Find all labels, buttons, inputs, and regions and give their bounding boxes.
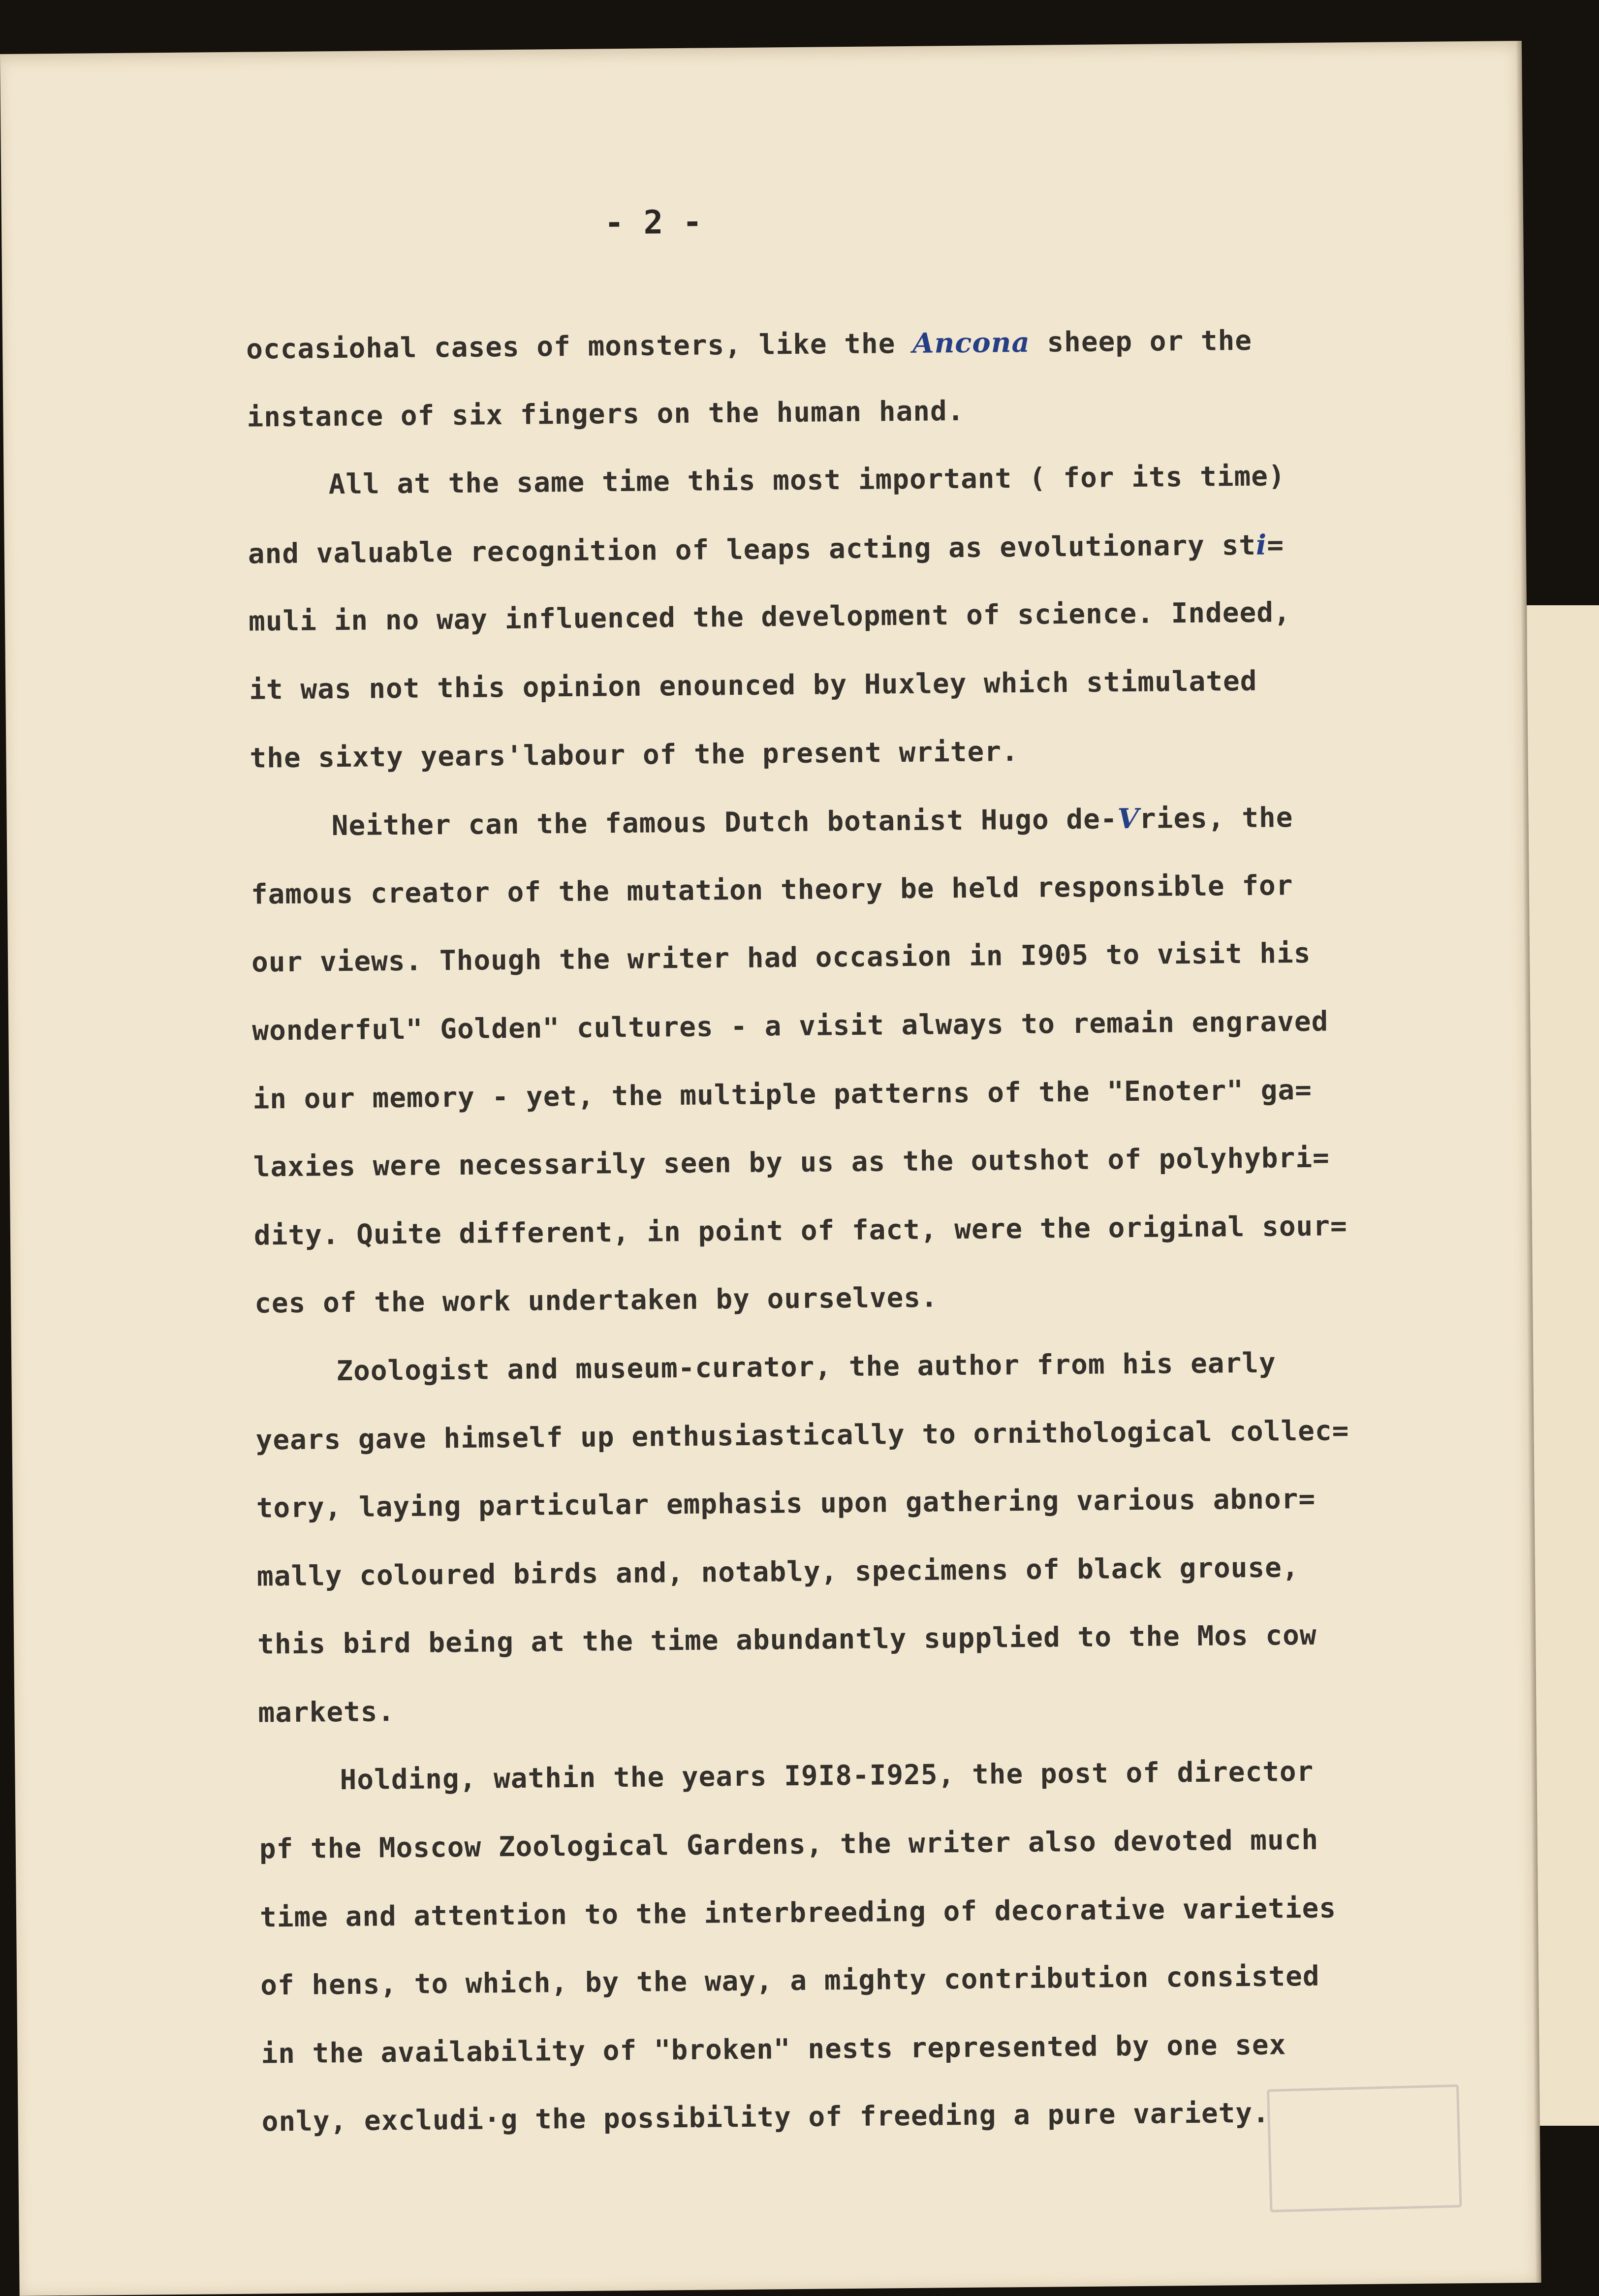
document-page [0,41,1541,2296]
text-line: in the availability of "broken" nests represented by one sex [261,2029,1286,2070]
text-line: of hens, to which, by the way, a mighty contribution consisted [260,1960,1320,2002]
text-line: years gave himself up enthusiastically to ornithological collec= [255,1414,1349,1457]
typed-body-text [246,304,1532,2156]
text-line: pf the Moscow Zoological Gardens, the writer also devoted much [259,1824,1319,1865]
text-line: tory, laying particular emphasis upon gathering various abnor= [256,1483,1316,1524]
text-line: mally coloured birds and, notably, specimens of black grouse, [256,1551,1299,1593]
text-line: in our memory - yet, the multiple patterns of the "Enoter" ga= [252,1074,1313,1116]
text-line: markets. [258,1696,395,1729]
text-line: ces of the work undertaken by ourselves. [254,1281,939,1320]
faded-archive-stamp [1267,2084,1462,2212]
text-line: wonderful" Golden" cultures - a visit always to remain engraved [252,1005,1329,1047]
text-line: famous creator of the mutation theory be held responsible for [251,869,1293,911]
text-line: laxies were necessarily seen by us as the outshot of polyhybri= [253,1142,1330,1183]
text-line: the sixty years'labour of the present writer. [250,735,1019,775]
text-line: it was not this opinion enounced by Huxley which stimulated [249,665,1257,706]
text-line: dity. Quite different, in point of fact, were the original sour= [253,1210,1348,1252]
text-line: time and attention to the interbreeding of decorative varieties [259,1892,1337,1934]
handwritten-correction: V [1117,803,1140,836]
handwritten-correction: i [1255,528,1267,561]
text-line: and valuable recognition of leaps acting as evolutionary sti= [248,528,1285,570]
text-line: muli in no way influenced the development of science. Indeed, [248,596,1291,638]
page-number: - 2 - [604,203,703,242]
paragraph-first-line: All at the same time this most important ( for its time) [328,460,1285,501]
paragraph-first-line: Zoologist and museum-curator, the author from his early [336,1347,1276,1388]
text-line: our views. Though the writer had occasion in I905 to visit his [251,937,1311,979]
text-line: this bird being at the time abundantly supplied to the Mos cow [257,1619,1317,1661]
handwritten-correction: Ancona [912,326,1030,360]
paragraph-first-line: Holding, wathin the years I9I8-I925, the post of director [340,1756,1314,1797]
text-line: only, excludi·g the possibility of freeding a pure variety. [261,2097,1270,2138]
text-line: occasiohal cases of monsters, like the Ancona sheep or the [246,324,1253,366]
paragraph-first-line: Neither can the famous Dutch botanist Hugo de-Vries, the [331,802,1293,842]
text-line: instance of six fingers on the human hand. [247,395,965,434]
